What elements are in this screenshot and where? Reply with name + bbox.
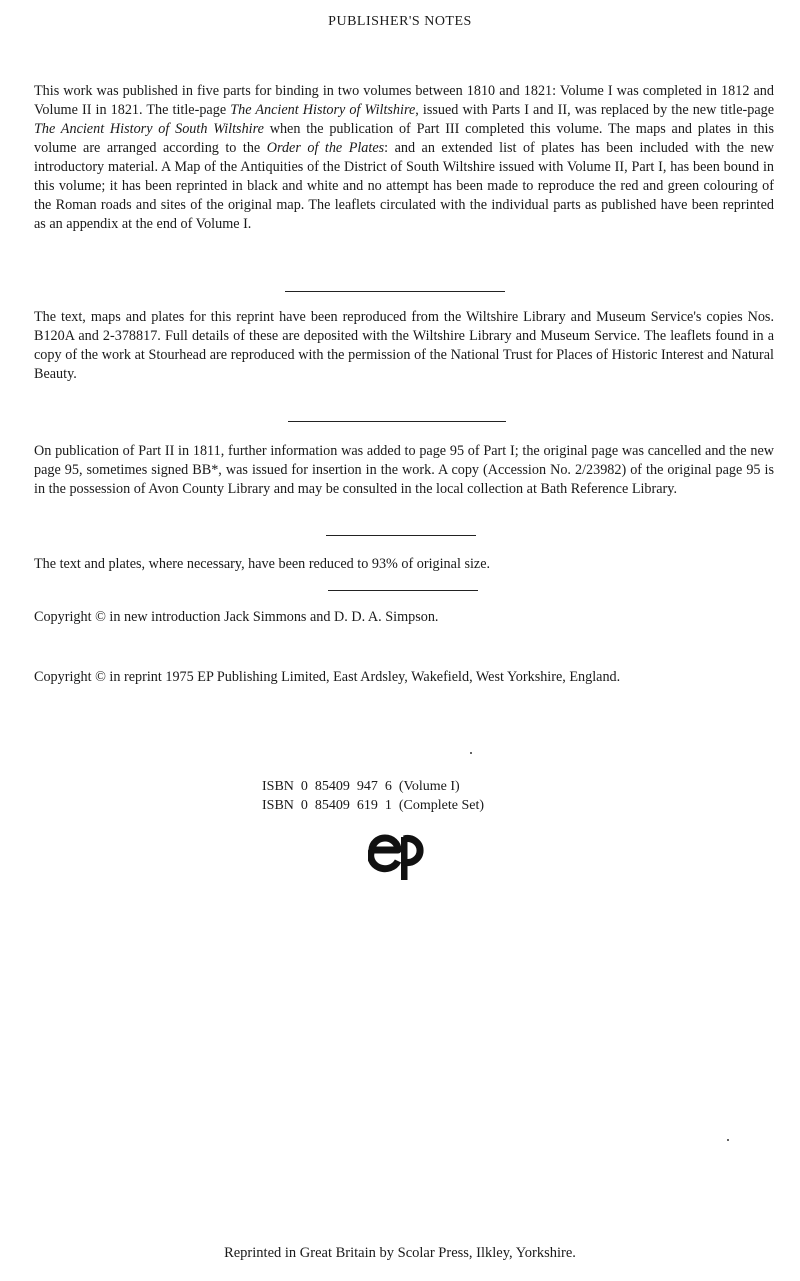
- divider-rule: [288, 421, 506, 422]
- book-title: The Ancient History of South Wiltshire: [34, 121, 264, 137]
- copyright-reprint: Copyright © in reprint 1975 EP Publishing Limited, East Ardsley, Wakefield, West Yorkshire, England.: [34, 669, 621, 685]
- copyright-introduction: Copyright © in new introduction Jack Simmons and D. D. A. Simpson.: [34, 609, 439, 625]
- paragraph-text: when the publication of Part III completed this volume. The maps and plates in this volume are arranged according to the: [34, 121, 775, 156]
- divider-rule: [326, 535, 476, 536]
- book-title: The Ancient History of Wiltshire: [230, 102, 416, 118]
- page-title: PUBLISHER'S NOTES: [328, 14, 472, 29]
- paragraph-page-95: On publication of Part II in 1811, further information was added to page 95 of Part I; the original page was cancelled and the new page 95, sometimes signed BB*, was issued for insertion in the work. A copy (Accession No. 2/23982) of the original page 95 is in the possession of Avon County Library and may be consulted in the local collection at Bath Reference Library.: [34, 443, 774, 497]
- isbn-complete-set-line: ISBN 0 85409 619 1 (Complete Set): [262, 798, 485, 813]
- isbn-block: [262, 777, 484, 815]
- print-speck: [727, 1139, 729, 1141]
- divider-rule: [285, 291, 505, 292]
- paragraph-publication-history: [34, 82, 774, 234]
- section-title: Order of the Plates: [266, 140, 385, 156]
- paragraph-text: This work was published in five parts for binding in two volumes between 1810 and 1821: Volume I was completed in 1812 and Volume II in 1821. The title-page: [34, 83, 774, 118]
- divider-rule: [328, 590, 478, 591]
- printer-credit: Reprinted in Great Britain by Scolar Press, Ilkley, Yorkshire.: [224, 1245, 576, 1261]
- paragraph-reduction: The text and plates, where necessary, have been reduced to 93% of original size.: [34, 556, 491, 572]
- paragraph-text: , issued with Parts I and II, was replaced by the new title-page: [415, 102, 775, 118]
- print-speck: [470, 752, 472, 754]
- paragraph-text: : and an extended list of plates has been included with the new introductory material. A Map of the Antiquities of the District of South Wiltshire issued with Volume II, Part I, has been bound in this volume; it has been reprinted in black and white and no attempt has been made to reproduce the red and green colouring of the Roman roads and sites of the original map. The leaflets circulated with the individual parts as published have been reprinted as an appendix at the end of Volume I.: [34, 140, 774, 232]
- paragraph-sources: The text, maps and plates for this reprint have been reproduced from the Wiltshire Library and Museum Service's copies Nos. B120A and 2-378817. Full details of these are deposited with the Wiltshire Library and Museum Service. The leaflets found in a copy of the work at Stourhead are reproduced with the permission of the National Trust for Places of Historic Interest and Natural Beauty.: [34, 309, 774, 382]
- isbn-volume-line: ISBN 0 85409 947 6 (Volume I): [262, 779, 460, 794]
- ep-publisher-logo: [368, 832, 430, 882]
